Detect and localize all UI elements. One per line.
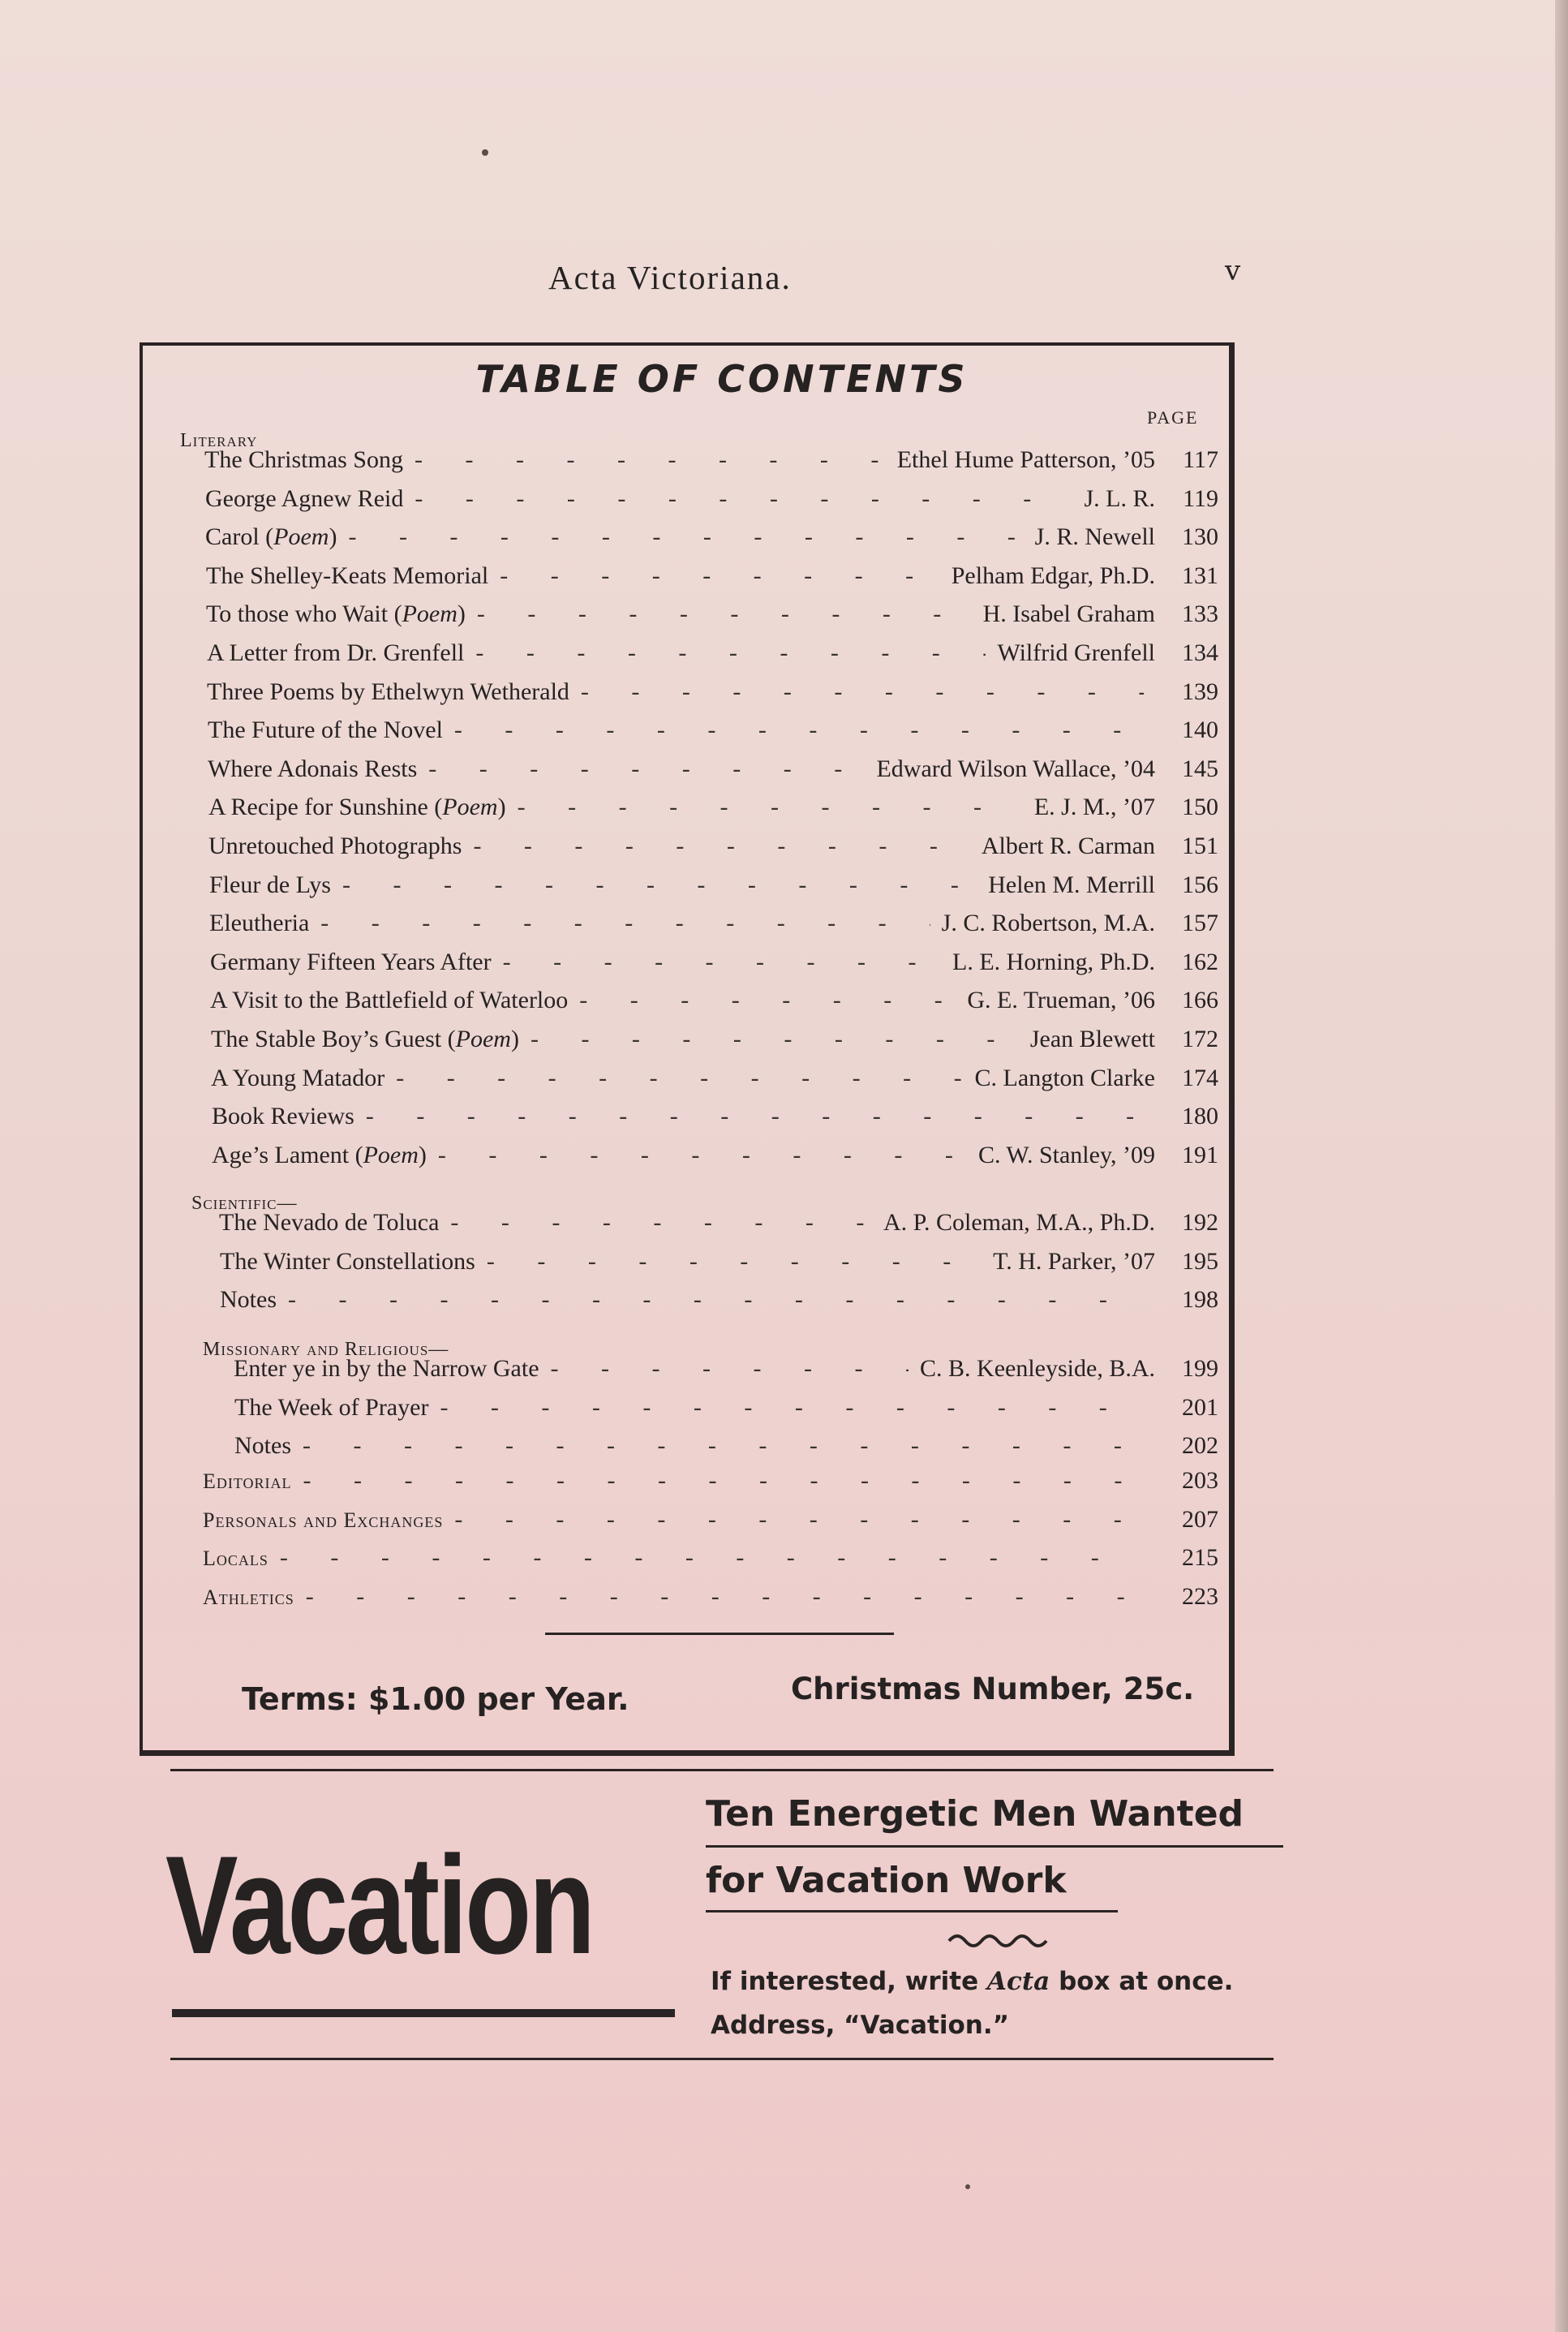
dot-leader <box>500 562 940 590</box>
toc-entry-title: The Nevado de Toluca <box>219 1209 440 1236</box>
dot-leader <box>440 1394 1144 1422</box>
toc-entry-author: Edward Wilson Wallace, ’04 <box>876 755 1155 782</box>
ad-instructions-after: box at once. <box>1059 1967 1234 1996</box>
journal-title: Acta Victoriana. <box>548 259 792 296</box>
page-edge-shadow <box>1555 0 1568 2332</box>
toc-entry-title: Carol (Poem) <box>205 523 337 551</box>
toc-row <box>211 1026 1218 1061</box>
dot-leader <box>342 871 977 899</box>
toc-section-heading: Scientific— <box>191 1193 298 1214</box>
toc-top-level-title: Locals <box>203 1547 268 1571</box>
dot-leader <box>551 1355 909 1383</box>
toc-entry-title: The Future of the Novel <box>208 716 443 744</box>
toc-entry-title: Three Poems by Ethelwyn Wetherald <box>207 678 569 705</box>
dot-leader <box>503 949 941 976</box>
dot-leader <box>288 1286 1144 1314</box>
vacation-underline <box>172 2009 675 2017</box>
toc-row <box>204 446 1218 482</box>
dot-leader <box>303 1467 1158 1495</box>
dot-leader <box>487 1248 982 1276</box>
toc-entry-page: 203 <box>1182 1467 1218 1494</box>
ad-line-address: Address, “Vacation.” <box>711 2011 1010 2040</box>
toc-entry-title: A Letter from Dr. Grenfell <box>207 639 465 666</box>
toc-entry-title: The Week of Prayer <box>234 1393 429 1421</box>
toc-entry-title: A Recipe for Sunshine (Poem) <box>208 794 506 821</box>
toc-entry-page: 162 <box>1182 948 1218 975</box>
toc-entry-page: 150 <box>1182 794 1218 821</box>
toc-row <box>212 1103 1218 1138</box>
divider-rule <box>545 1633 894 1635</box>
toc-entry-author: Jean Blewett <box>1029 1026 1155 1052</box>
toc-row <box>210 949 1218 984</box>
toc-entry-author: E. J. M., ’07 <box>1033 794 1155 821</box>
toc-entry-page: 201 <box>1182 1393 1218 1421</box>
toc-entry-title: Fleur de Lys <box>209 871 331 898</box>
toc-entry-page: 140 <box>1182 716 1218 744</box>
dot-leader <box>579 987 956 1014</box>
toc-entry-title: Age’s Lament (Poem) <box>212 1141 427 1168</box>
toc-row <box>234 1355 1218 1391</box>
toc-entry-page: 130 <box>1182 523 1218 551</box>
toc-entry-author: C. Langton Clarke <box>974 1064 1155 1091</box>
ornament-squiggle-icon <box>947 1930 1053 1949</box>
toc-row <box>205 523 1218 559</box>
dot-leader <box>348 523 1023 551</box>
toc-top-level-title: Athletics <box>203 1585 294 1609</box>
dot-leader <box>454 1506 1158 1534</box>
toc-row <box>208 794 1218 829</box>
toc-entry-author: Albert R. Carman <box>981 833 1155 859</box>
toc-entry-page: 133 <box>1182 600 1218 628</box>
toc-row <box>207 678 1218 714</box>
toc-section-heading: Literary <box>180 430 258 451</box>
toc-entry-author: Wilfrid Grenfell <box>997 639 1155 666</box>
toc-entry-title: Notes <box>234 1432 291 1460</box>
toc-entry-title: A Young Matador <box>211 1064 385 1091</box>
toc-row <box>203 1506 1218 1542</box>
toc-entry-title: Where Adonais Rests <box>208 755 418 782</box>
dot-leader <box>366 1103 1144 1130</box>
dot-leader <box>396 1065 963 1092</box>
dot-leader <box>475 639 986 667</box>
toc-row <box>209 871 1218 907</box>
toc-section-heading: Missionary and Religious— <box>203 1339 449 1360</box>
ad-top-rule <box>170 1769 1274 1771</box>
toc-row <box>205 485 1218 521</box>
toc-entry-title: Notes <box>220 1286 277 1314</box>
toc-entry-title: The Stable Boy’s Guest (Poem) <box>211 1026 519 1052</box>
ad-instructions-before: If interested, write <box>711 1967 979 1996</box>
toc-entry-page: 157 <box>1182 910 1218 937</box>
toc-row <box>219 1209 1218 1245</box>
toc-entry-page: 172 <box>1182 1026 1218 1052</box>
toc-row <box>203 1467 1218 1503</box>
dot-leader <box>450 1209 872 1237</box>
toc-entry-author: Pelham Edgar, Ph.D. <box>951 561 1155 589</box>
dot-leader <box>531 1026 1019 1053</box>
toc-row <box>203 1583 1218 1619</box>
toc-entry-title: The Winter Constellations <box>220 1247 475 1275</box>
dot-leader <box>415 446 886 474</box>
ad-line2-underline <box>706 1910 1118 1912</box>
toc-row <box>208 755 1218 791</box>
toc-entry-page: 223 <box>1182 1582 1218 1610</box>
toc-entry-title: The Shelley-Keats Memorial <box>206 561 489 589</box>
dot-leader <box>428 755 865 783</box>
toc-entry-author: Helen M. Merrill <box>988 871 1155 898</box>
dot-leader <box>454 716 1144 744</box>
toc-entry-page: 199 <box>1182 1355 1218 1382</box>
toc-row <box>209 910 1218 945</box>
toc-entry-title: The Christmas Song <box>204 446 403 473</box>
toc-entry-page: 117 <box>1183 446 1218 473</box>
toc-entry-page: 195 <box>1182 1247 1218 1275</box>
toc-entry-page: 174 <box>1182 1064 1218 1091</box>
toc-entry-page: 207 <box>1182 1505 1218 1533</box>
dot-leader <box>415 485 1072 513</box>
ad-line-vacation-work: for Vacation Work <box>706 1860 1067 1901</box>
ad-line-instructions <box>711 1967 1233 1996</box>
toc-entry-author: A. P. Coleman, M.A., Ph.D. <box>883 1209 1155 1236</box>
toc-entry-author: T. H. Parker, ’07 <box>993 1247 1155 1275</box>
ad-acta-word: Acta <box>986 1967 1050 1996</box>
paper-speck <box>965 2184 970 2189</box>
toc-entry-title: Book Reviews <box>212 1103 354 1130</box>
dot-leader <box>473 833 969 860</box>
toc-row <box>234 1394 1218 1430</box>
toc-entry-page: 119 <box>1183 484 1218 512</box>
toc-top-level-title: Personals and Exchanges <box>203 1508 444 1532</box>
toc-entry-author: J. L. R. <box>1084 484 1155 512</box>
christmas-price-text: Christmas Number, 25c. <box>791 1672 1195 1706</box>
toc-entry-author: G. E. Trueman, ’06 <box>967 987 1155 1014</box>
toc-row <box>206 600 1218 636</box>
dot-leader <box>320 910 930 937</box>
toc-row <box>210 987 1218 1022</box>
toc-row <box>206 562 1218 598</box>
dot-leader <box>306 1583 1158 1611</box>
toc-entry-page: 191 <box>1182 1141 1218 1168</box>
toc-row <box>208 833 1218 868</box>
toc-entry-author: J. R. Newell <box>1034 523 1155 551</box>
toc-entry-title: Germany Fifteen Years After <box>210 948 492 975</box>
toc-entry-author: H. Isabel Graham <box>982 600 1155 628</box>
toc-entry-author: C. B. Keenleyside, B.A. <box>920 1355 1155 1382</box>
toc-entry-page: 202 <box>1182 1432 1218 1460</box>
toc-row <box>212 1142 1218 1177</box>
toc-row <box>203 1544 1218 1580</box>
toc-row <box>234 1432 1218 1468</box>
toc-top-level-title: Editorial <box>203 1469 292 1493</box>
dot-leader <box>280 1544 1158 1572</box>
toc-entry-page: 166 <box>1182 987 1218 1014</box>
toc-entry-page: 180 <box>1182 1103 1218 1130</box>
toc-entry-page: 139 <box>1182 678 1218 705</box>
toc-entry-author: Ethel Hume Patterson, ’05 <box>896 446 1155 473</box>
toc-row <box>211 1065 1218 1100</box>
page-number: v <box>1225 255 1241 287</box>
ad-line-men-wanted: Ten Energetic Men Wanted <box>706 1793 1244 1835</box>
dot-leader <box>438 1142 967 1169</box>
toc-entry-page: 215 <box>1182 1544 1218 1572</box>
toc-entry-title: Eleutheria <box>209 910 310 937</box>
toc-entry-page: 151 <box>1182 833 1218 859</box>
toc-entry-title: Enter ye in by the Narrow Gate <box>234 1355 539 1382</box>
toc-entry-title: To those who Wait (Poem) <box>206 600 466 628</box>
toc-entry-title: A Visit to the Battlefield of Waterloo <box>210 987 569 1014</box>
toc-heading: TABLE OF CONTENTS <box>475 357 969 401</box>
toc-entry-author: C. W. Stanley, ’09 <box>977 1141 1155 1168</box>
ad-line1-underline <box>706 1845 1283 1848</box>
toc-row <box>220 1248 1218 1284</box>
dot-leader <box>581 678 1144 706</box>
paper-speck <box>482 149 488 156</box>
toc-entry-author: J. C. Robertson, M.A. <box>941 910 1155 937</box>
toc-entry-title: George Agnew Reid <box>205 484 404 512</box>
toc-entry-page: 145 <box>1182 755 1218 782</box>
toc-row <box>220 1286 1218 1322</box>
terms-text: Terms: $1.00 per Year. <box>242 1681 629 1717</box>
toc-entry-page: 131 <box>1182 561 1218 589</box>
toc-row <box>207 639 1218 675</box>
dot-leader <box>303 1432 1144 1460</box>
page-column-label: PAGE <box>1147 407 1199 428</box>
dot-leader <box>518 794 1023 821</box>
toc-entry-page: 134 <box>1182 639 1218 666</box>
toc-entry-page: 156 <box>1182 871 1218 898</box>
toc-entry-title: Unretouched Photographs <box>208 833 462 859</box>
dot-leader <box>477 600 972 628</box>
toc-entry-page: 198 <box>1182 1286 1218 1314</box>
toc-entry-page: 192 <box>1182 1209 1218 1236</box>
toc-row <box>208 716 1218 752</box>
toc-entry-author: L. E. Horning, Ph.D. <box>952 948 1155 975</box>
vacation-headline: Vacation <box>165 1827 593 1983</box>
ad-bottom-rule <box>170 2058 1274 2060</box>
